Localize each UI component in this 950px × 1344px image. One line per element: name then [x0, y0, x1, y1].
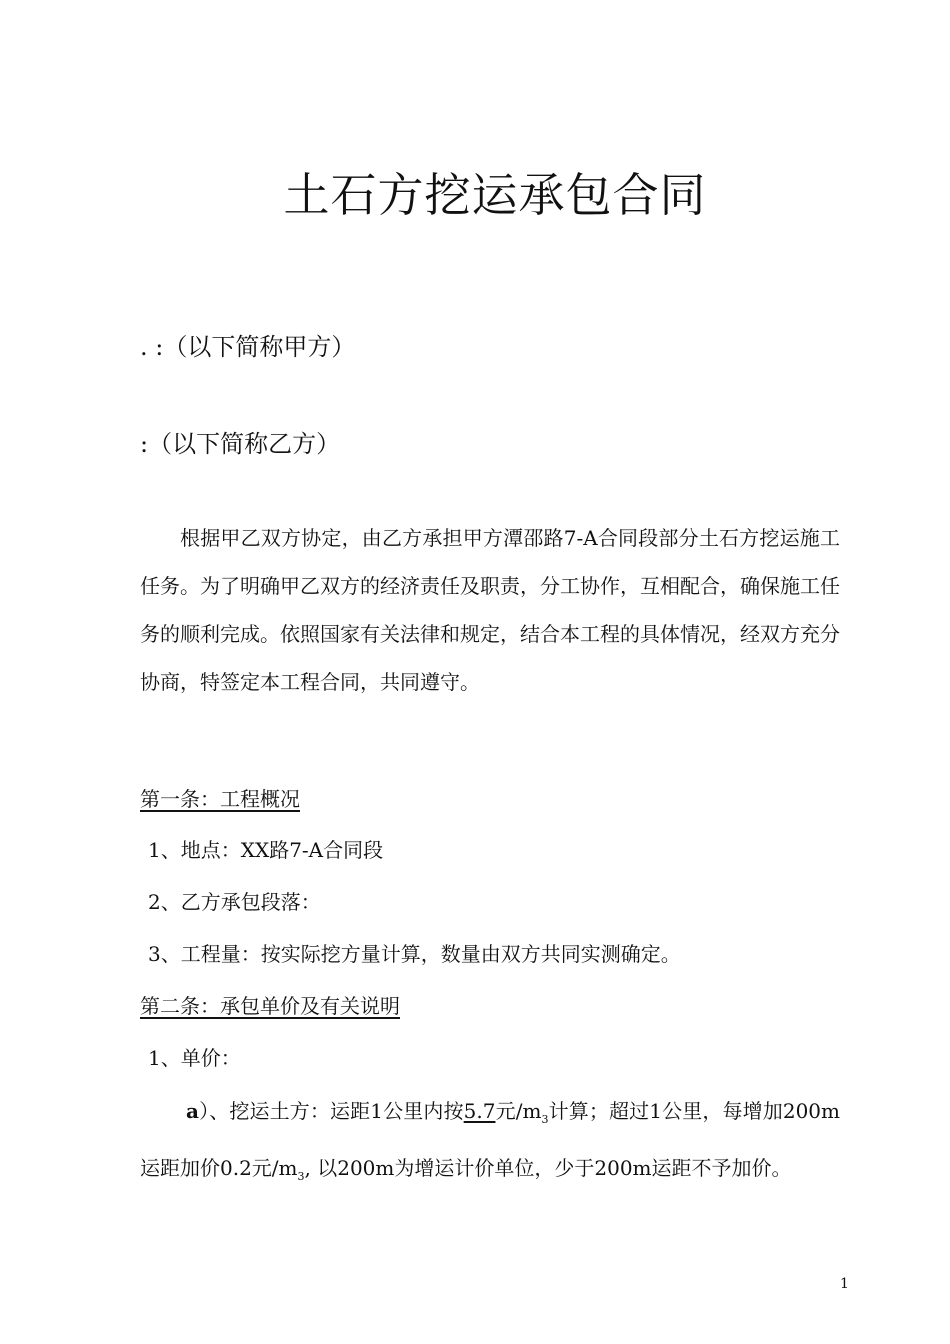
- page-number: 1: [840, 1276, 849, 1292]
- clause-a-text-4: , 以200m为增运计价单位，少于200m运距不予加价。: [304, 1156, 792, 1180]
- article-2-heading: 第二条：承包单价及有关说明: [140, 994, 400, 1018]
- clause-a-text-3: 计算；超过1公里，每增加200m运距加价0.2元/m: [140, 1099, 840, 1180]
- article-1-item-1: 1、地点：XX路7-A合同段: [148, 838, 384, 862]
- clause-a-text-2: 元/m: [495, 1099, 542, 1123]
- clause-a-unit-sub-2: 3: [297, 1170, 305, 1183]
- article-1-heading: 第一条：工程概况: [140, 787, 300, 811]
- contract-title: 土石方挖运承包合同: [283, 168, 707, 222]
- article-2-item-1: 1、单价：: [148, 1046, 241, 1070]
- clause-a-label: a: [186, 1099, 199, 1123]
- article-1-item-2: 2、乙方承包段落：: [148, 890, 321, 914]
- intro-paragraph: 根据甲乙双方协定，由乙方承担甲方潭邵路7-A合同段部分土石方挖运施工任务。为了明确甲乙双方的经济责任及职责，分工协作，互相配合，确保施工任务的顺利完成。依照国家有关法律和规定，结合本工程的具体情况，经双方充分协商，特签定本工程合同，共同遵守。: [140, 526, 840, 694]
- clause-a-unit-sub: 3: [541, 1113, 549, 1126]
- clause-a-price: 5.7: [463, 1099, 496, 1123]
- clause-a-text-1: ）、挖运土方：运距1公里内按: [198, 1099, 464, 1123]
- party-b-line: :（以下简称乙方）: [140, 430, 341, 458]
- clause-a-paragraph: [140, 1087, 840, 1201]
- party-a-line: . :（以下简称甲方）: [140, 333, 356, 361]
- article-1-item-3: 3、工程量：按实际挖方量计算，数量由双方共同实测确定。: [148, 942, 681, 966]
